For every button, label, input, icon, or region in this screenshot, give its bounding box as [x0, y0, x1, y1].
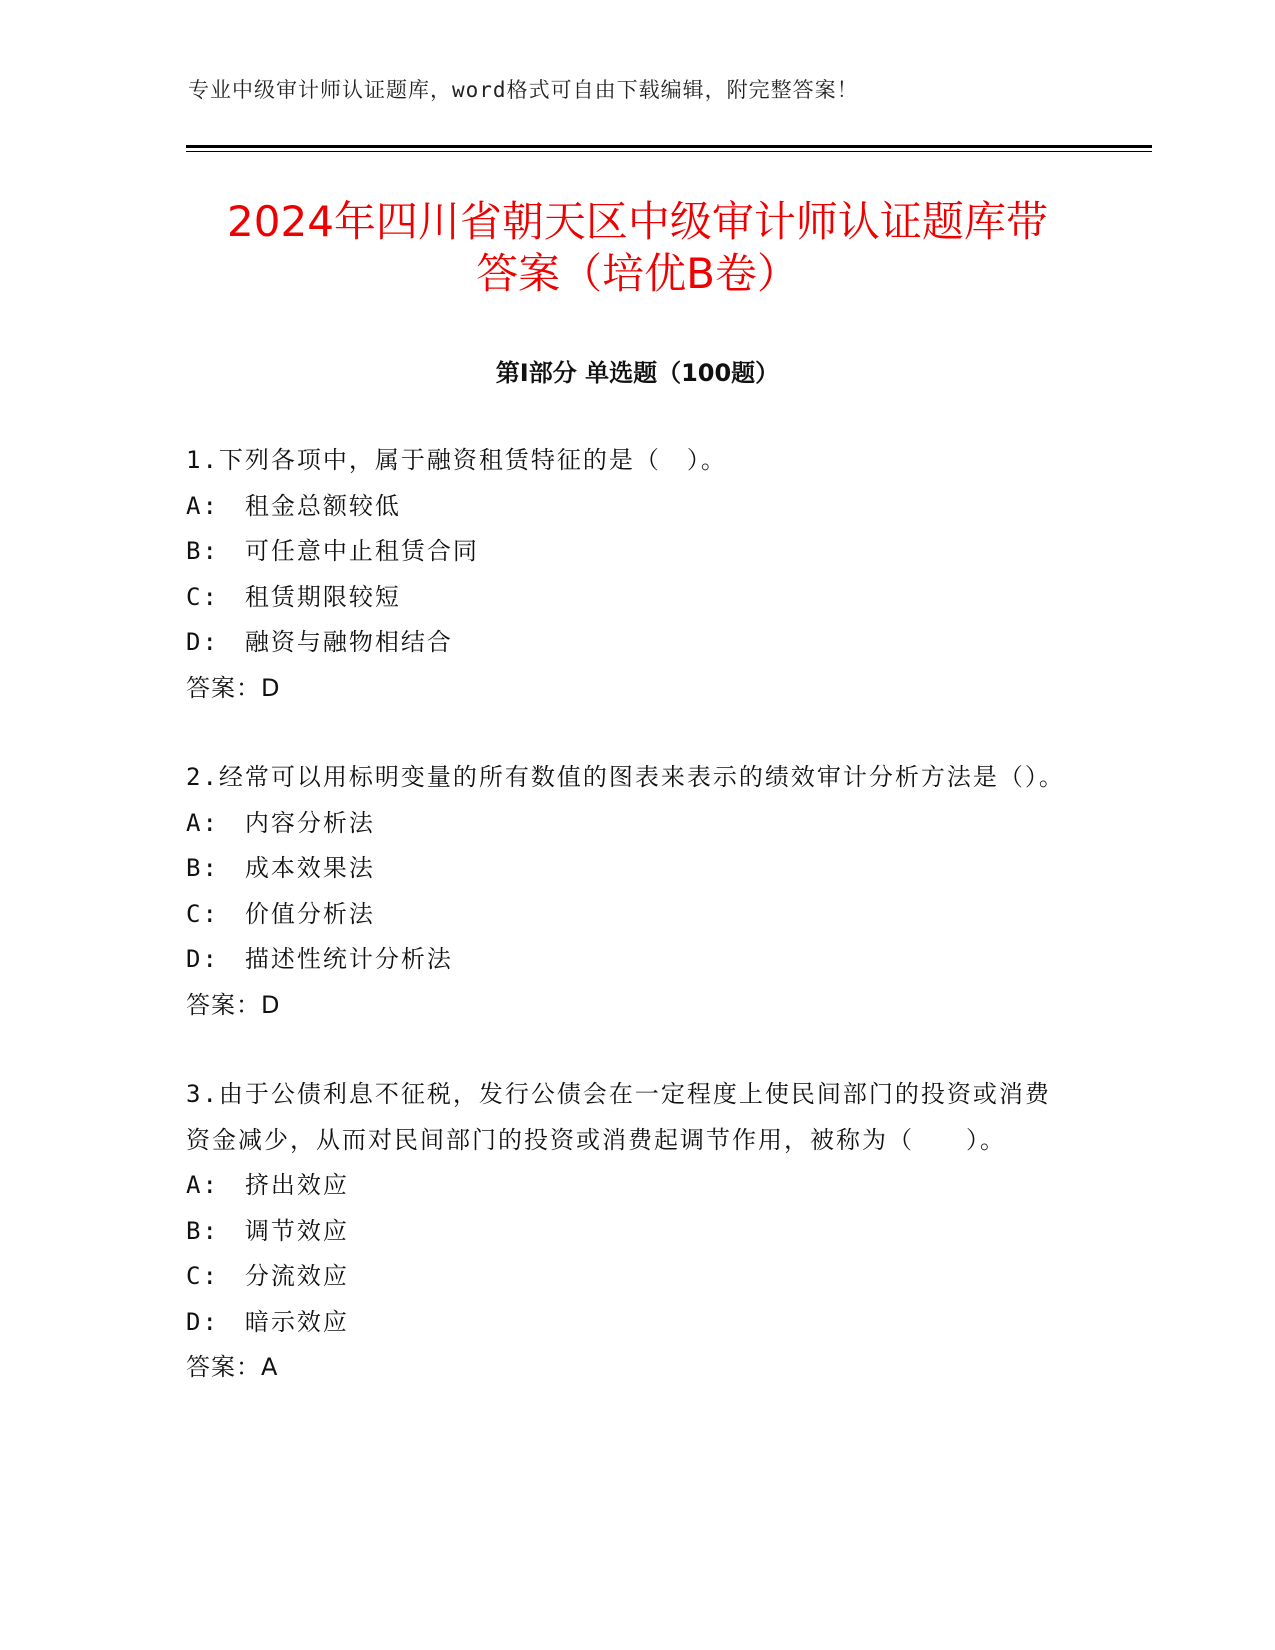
running-header: 专业中级审计师认证题库，word格式可自由下载编辑，附完整答案！: [188, 78, 859, 102]
option-d: D: 描述性统计分析法: [186, 945, 453, 973]
option-a: A: 租金总额较低: [186, 491, 401, 520]
section-heading: 第I部分 单选题（100题）: [495, 359, 780, 387]
question-stem: 1.下列各项中，属于融资租赁特征的是（ ）。: [186, 446, 727, 474]
document-title-line-1: 2024年四川省朝天区中级审计师认证题库带: [227, 197, 1048, 246]
question-3: [186, 1072, 1066, 1391]
question-stem: 3.由于公债利息不征税，发行公债会在一定程度上使民间部门的投资或消费资金减少，从而对民间部门的投资或消费起调节作用，被称为（ ）。: [186, 1080, 1051, 1154]
option-d: D: 融资与融物相结合: [186, 628, 453, 656]
option-c: C: 价值分析法: [186, 899, 375, 928]
answer-line: 答案：A: [186, 1353, 279, 1381]
question-list: [186, 438, 1066, 1435]
header-rule-thick: [186, 145, 1152, 148]
question-stem: 2.经常可以用标明变量的所有数值的图表来表示的绩效审计分析方法是（）。: [186, 763, 1065, 791]
answer-line: 答案：D: [186, 673, 281, 702]
option-b: B: 成本效果法: [186, 854, 375, 882]
document-title: [150, 196, 1125, 300]
option-d: D: 暗示效应: [186, 1307, 349, 1336]
question-2: [186, 755, 1066, 1028]
document-title-line-2: 答案（培优B卷）: [476, 249, 799, 298]
option-a: A: 挤出效应: [186, 1171, 349, 1199]
option-a: A: 内容分析法: [186, 808, 375, 837]
header-rule-thin: [186, 151, 1152, 152]
option-c: C: 租赁期限较短: [186, 582, 401, 611]
answer-line: 答案：D: [186, 990, 281, 1019]
option-c: C: 分流效应: [186, 1262, 349, 1290]
option-b: B: 调节效应: [186, 1216, 349, 1245]
option-b: B: 可任意中止租赁合同: [186, 537, 479, 565]
question-1: [186, 438, 1066, 711]
